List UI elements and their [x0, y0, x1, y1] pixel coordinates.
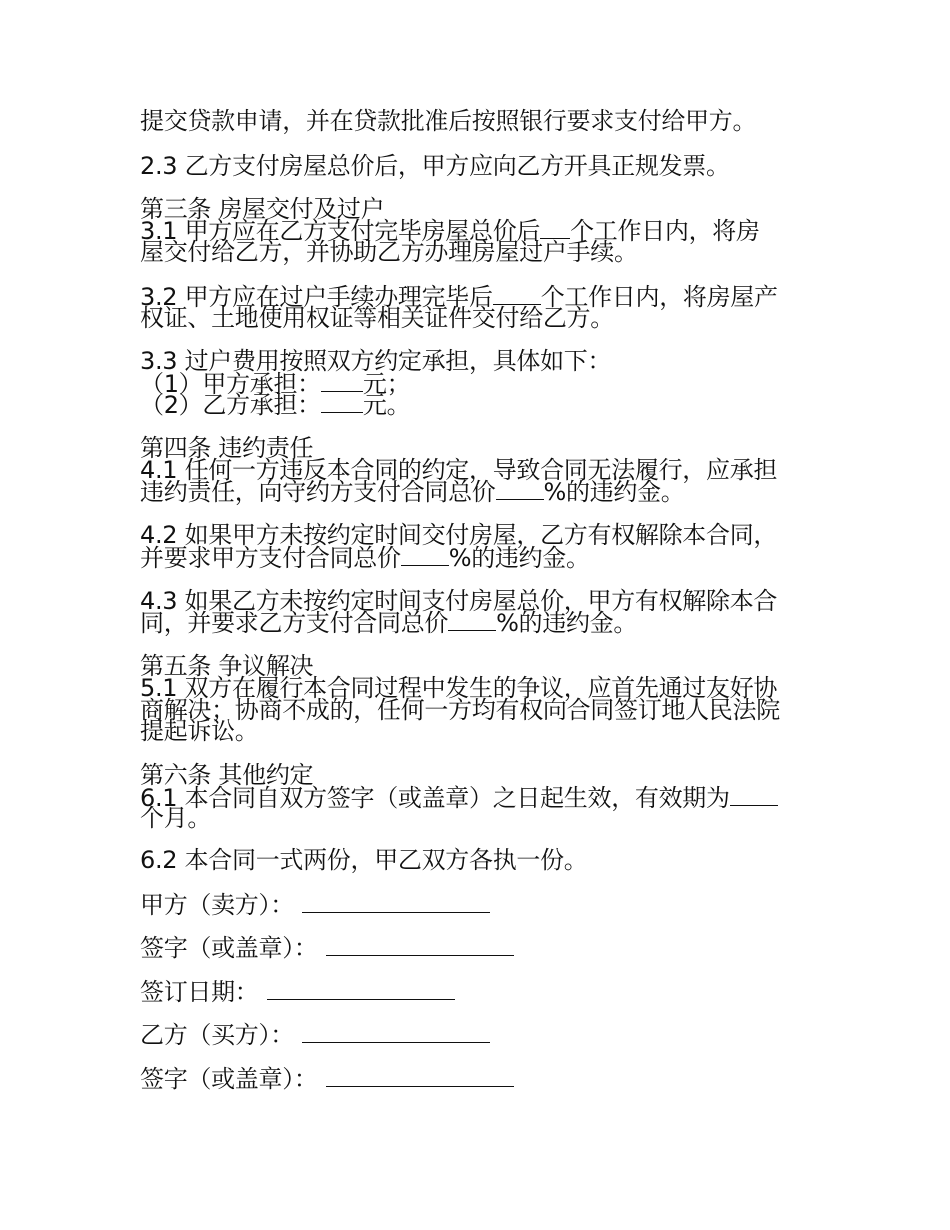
- signature-sign-b: [140, 1066, 820, 1091]
- clause-6-1-cont: [140, 806, 820, 830]
- clause-4-3-cont: [140, 610, 820, 635]
- blank-field[interactable]: [540, 218, 570, 239]
- blank-field[interactable]: [401, 545, 449, 566]
- heading: 第四条 违约责任: [140, 434, 314, 462]
- text: 屋交付给乙方，并协助乙方办理房屋过户手续。: [140, 238, 638, 266]
- signature-party-b: [140, 1022, 820, 1047]
- text: 违约责任，向守约方支付合同总价: [140, 478, 496, 506]
- label: 甲方（卖方）：: [140, 891, 294, 919]
- text: 5.1 双方在履行本合同过程中发生的争议，应首先通过友好协: [140, 674, 778, 702]
- text: 2.3 乙方支付房屋总价后，甲方应向乙方开具正规发票。: [140, 152, 730, 180]
- text: 4.1 任何一方违反本合同的约定，导致合同无法履行，应承担: [140, 456, 778, 484]
- text: 3.3 过户费用按照双方约定承担，具体如下：: [140, 347, 612, 375]
- clause-4-1-cont: [140, 479, 820, 504]
- text: 6.1 本合同自双方签字（或盖章）之日起生效，有效期为: [140, 784, 730, 812]
- label: 签订日期：: [140, 978, 259, 1006]
- text: 权证、土地使用权证等相关证件交付给乙方。: [140, 304, 614, 332]
- heading: 第六条 其他约定: [140, 761, 314, 789]
- blank-field[interactable]: [448, 610, 496, 631]
- party-b-field[interactable]: [302, 1022, 490, 1043]
- text: 元；: [362, 370, 411, 398]
- text: 并要求甲方支付合同总价: [140, 544, 401, 572]
- clause-3-2-cont: [140, 306, 820, 330]
- text: 6.2 本合同一式两份，甲乙双方各执一份。: [140, 846, 588, 874]
- sign-b-field[interactable]: [326, 1066, 514, 1087]
- text: 提交贷款申请，并在贷款批准后按照银行要求支付给甲方。: [140, 107, 757, 135]
- signature-sign-a: [140, 935, 820, 960]
- text: 个月。: [140, 804, 212, 832]
- paragraph-loan: [140, 109, 820, 133]
- signature-party-a: [140, 892, 820, 917]
- text: %的违约金。: [448, 544, 590, 572]
- text: （1）甲方承担：: [140, 370, 321, 398]
- text: 提起诉讼。: [140, 717, 259, 745]
- clause-2-3: [140, 154, 820, 178]
- blank-field[interactable]: [321, 392, 363, 413]
- heading: 第五条 争议解决: [140, 652, 314, 680]
- clause-3-3-2: [140, 392, 820, 417]
- text: 同，并要求乙方支付合同总价: [140, 609, 449, 637]
- blank-field[interactable]: [496, 479, 544, 500]
- party-a-field[interactable]: [302, 892, 490, 913]
- clause-6-2: [140, 848, 820, 872]
- clause-4-2-cont: [140, 545, 820, 570]
- sign-a-field[interactable]: [326, 935, 514, 956]
- text: 商解决；协商不成的，任何一方均有权向合同签订地人民法院: [140, 696, 780, 724]
- signature-date: [140, 979, 820, 1004]
- text: 4.2 如果甲方未按约定时间交付房屋，乙方有权解除本合同，: [140, 521, 778, 549]
- blank-field[interactable]: [730, 785, 778, 806]
- label: 乙方（买方）：: [140, 1021, 294, 1049]
- label: 签字（或盖章）：: [140, 934, 318, 962]
- label: 签字（或盖章）：: [140, 1065, 318, 1093]
- heading: 第三条 房屋交付及过户: [140, 195, 385, 223]
- text: %的违约金。: [543, 478, 685, 506]
- text: （2）乙方承担：: [140, 391, 321, 419]
- text: 个工作日内，将房屋产: [540, 283, 778, 311]
- blank-field[interactable]: [321, 371, 363, 392]
- text: 4.3 如果乙方未按约定时间支付房屋总价，甲方有权解除本合: [140, 587, 778, 615]
- text: 个工作日内，将房: [570, 217, 760, 245]
- text: 3.1 甲方应在乙方支付完毕房屋总价后: [140, 217, 541, 245]
- date-field[interactable]: [267, 979, 455, 1000]
- text: %的违约金。: [496, 609, 638, 637]
- clause-5-1-cont2: [140, 719, 820, 743]
- text: 3.2 甲方应在过户手续办理完毕后: [140, 283, 493, 311]
- blank-field[interactable]: [493, 284, 541, 305]
- clause-3-1-cont: [140, 240, 820, 264]
- text: 元。: [362, 391, 411, 419]
